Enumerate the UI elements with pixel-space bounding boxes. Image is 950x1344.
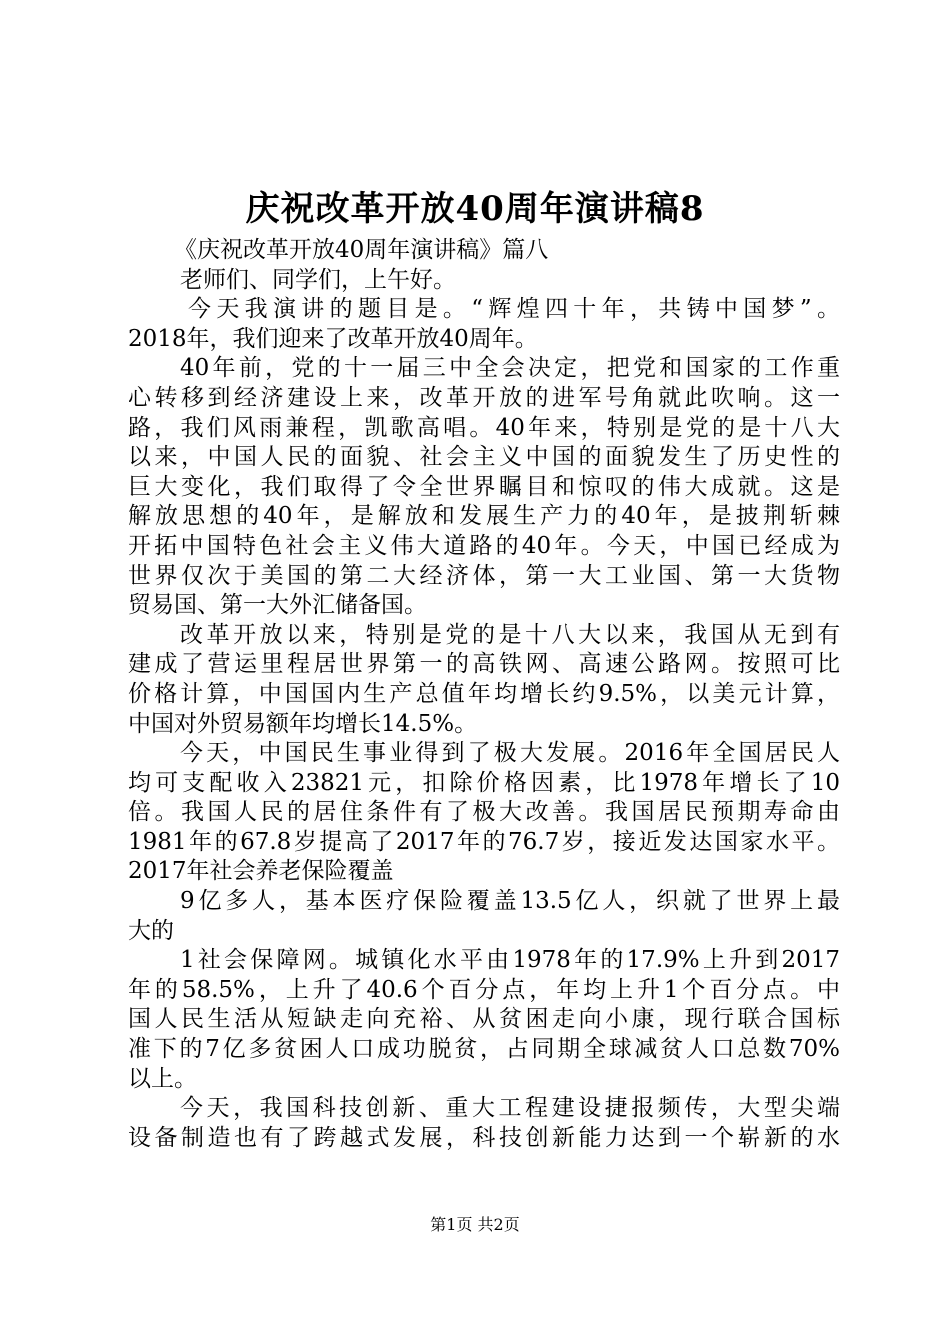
text-line: 开拓中国特色社会主义伟大道路的40年。今天，中国已经成为 <box>128 532 840 559</box>
text-line: 《庆祝改革开放40周年演讲稿》篇八 <box>174 237 549 263</box>
text-line: 以来，中国人民的面貌、社会主义中国的面貌发生了历史性的 <box>128 444 840 471</box>
text-line: 建成了营运里程居世界第一的高铁网、高速公路网。按照可比 <box>128 651 840 678</box>
text-line: 年的58.5%，上升了40.6个百分点，年均上升1个百分点。中 <box>128 976 840 1003</box>
text-line: 路，我们风雨兼程，凯歌高唱。40年来，特别是党的是十八大 <box>128 414 840 441</box>
document-title: 庆祝改革开放40周年演讲稿8 <box>245 189 705 229</box>
text-line: 贸易国、第一大外汇储备国。 <box>128 592 427 619</box>
page-number: 第1页 共2页 <box>430 1215 520 1234</box>
text-line: 2018年，我们迎来了改革开放40周年。 <box>128 325 538 352</box>
text-line: 巨大变化，我们取得了令全世界瞩目和惊叹的伟大成就。这是 <box>128 473 840 500</box>
document-body <box>128 236 840 1153</box>
text-line: 40年前，党的十一届三中全会决定，把党和国家的工作重 <box>180 355 840 382</box>
text-line: 国人民生活从短缺走向充裕、从贫困走向小康，现行联合国标 <box>128 1006 840 1033</box>
text-line: 价格计算，中国国内生产总值年均增长约9.5%，以美元计算， <box>128 680 840 707</box>
text-line: 设备制造也有了跨越式发展，科技创新能力达到一个崭新的水 <box>128 1124 840 1151</box>
text-line: 改革开放以来，特别是党的是十八大以来，我国从无到有 <box>180 621 840 648</box>
text-line: 均可支配收入23821元，扣除价格因素，比1978年增长了10 <box>128 769 840 796</box>
text-line: 1社会保障网。城镇化水平由1978年的17.9%上升到2017 <box>180 947 840 974</box>
text-line: 倍。我国人民的居住条件有了极大改善。我国居民预期寿命由 <box>128 799 840 826</box>
text-line: 2017年社会养老保险覆盖 <box>128 858 394 885</box>
text-line: 准下的7亿多贫困人口成功脱贫，占同期全球减贫人口总数70% <box>128 1036 840 1063</box>
text-line: 今天，我国科技创新、重大工程建设捷报频传，大型尖端 <box>180 1095 840 1122</box>
text-line: 今天，中国民生事业得到了极大发展。2016年全国居民人 <box>180 740 840 767</box>
text-line: 心转移到经济建设上来，改革开放的进军号角就此吹响。这一 <box>128 384 840 411</box>
text-line: 9亿多人，基本医疗保险覆盖13.5亿人，织就了世界上最 <box>180 888 840 915</box>
text-line: 以上。 <box>128 1065 197 1092</box>
text-line: 世界仅次于美国的第二大经济体，第一大工业国、第一大货物 <box>128 562 840 589</box>
text-line: 今天我演讲的题目是。“辉煌四十年，共铸中国梦”。 <box>188 296 840 323</box>
text-line: 老师们、同学们，上午好。 <box>180 266 456 293</box>
text-line: 中国对外贸易额年均增长14.5%。 <box>128 710 478 737</box>
text-line: 大的 <box>128 917 174 944</box>
text-line: 1981年的67.8岁提高了2017年的76.7岁，接近发达国家水平。 <box>128 828 840 855</box>
text-line: 解放思想的40年，是解放和发展生产力的40年，是披荆斩棘 <box>128 503 840 530</box>
